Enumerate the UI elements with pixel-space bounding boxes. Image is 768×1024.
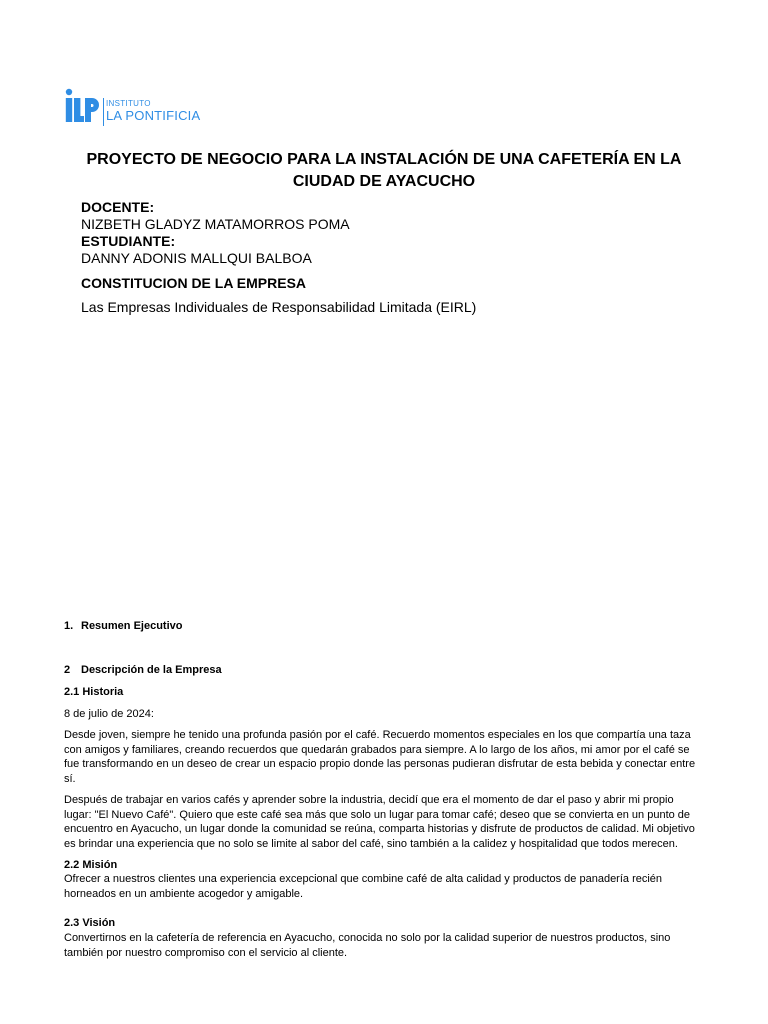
docente-label: DOCENTE:	[81, 199, 155, 215]
mision-text: Ofrecer a nuestros clientes una experiencia excepcional que combine café de alta calidad y productos de panadería recién horneados en un ambiente acogedor y amigable.	[64, 873, 663, 900]
section-number: 2	[64, 664, 71, 676]
vision-text: Convertirnos en la cafetería de referencia en Ayacucho, conocida no solo por la calidad superior de nuestros productos, sino también por nuestro compromiso con el servicio al cliente.	[64, 932, 671, 959]
subsection-heading-historia: 2.1 Historia	[64, 686, 124, 698]
institute-logo	[64, 88, 204, 128]
section-number: 1.	[64, 620, 74, 632]
section-title: Descripción de la Empresa	[81, 664, 222, 676]
subsection-heading-mision: 2.2 Misión	[64, 859, 118, 871]
historia-paragraph-1: Desde joven, siempre he tenido una profunda pasión por el café. Recuerdo momentos especiales en los que compartía una taza con amigos y familiares, creando recuerdos que quedarán grabados para siempre. A lo largo de los años, mi amor por el café se fue transformando en un deseo de crear un espacio propio donde las personas pudieran disfrutar de esta bebida y conectar entre sí.	[64, 729, 696, 785]
docente-name: NIZBETH GLADYZ MATAMORROS POMA	[81, 216, 350, 232]
logo-name: LA PONTIFICIA	[106, 108, 201, 123]
logo-subtitle: INSTITUTO	[106, 99, 151, 108]
constitucion-value: Las Empresas Individuales de Responsabilidad Limitada (EIRL)	[81, 299, 477, 315]
estudiante-name: DANNY ADONIS MALLQUI BALBOA	[81, 250, 312, 266]
section-heading-resumen	[64, 619, 182, 633]
estudiante-label: ESTUDIANTE:	[81, 233, 176, 249]
historia-paragraph-2: Después de trabajar en varios cafés y aprender sobre la industria, decidí que era el momento de dar el paso y abrir mi propio lugar: "El Nuevo Café". Quiero que este café sea más que solo un lugar para tomar café; deseo que se convierta en un punto de encuentro en Ayacucho, un lugar donde la comunidad se reúna, comparta historias y disfrute de productos de calidad. Mi objetivo es brindar una experiencia que no solo se limite al sabor del café, sino también a la calidez y hospitalidad que todos merecen.	[64, 794, 695, 850]
logo-divider	[103, 98, 104, 126]
document-title: PROYECTO DE NEGOCIO PARA LA INSTALACIÓN DE UNA CAFETERÍA EN LA CIUDAD DE AYACUCHO	[86, 151, 682, 190]
logo-wordmark	[106, 88, 200, 123]
section-heading-descripcion	[64, 663, 222, 677]
historia-date: 8 de julio de 2024:	[64, 708, 154, 720]
ilp-logo-icon	[64, 88, 102, 128]
docente-block	[81, 199, 350, 267]
section-title: Resumen Ejecutivo	[81, 620, 183, 632]
constitucion-label: CONSTITUCION DE LA EMPRESA	[81, 275, 307, 291]
subsection-heading-vision: 2.3 Visión	[64, 917, 116, 929]
